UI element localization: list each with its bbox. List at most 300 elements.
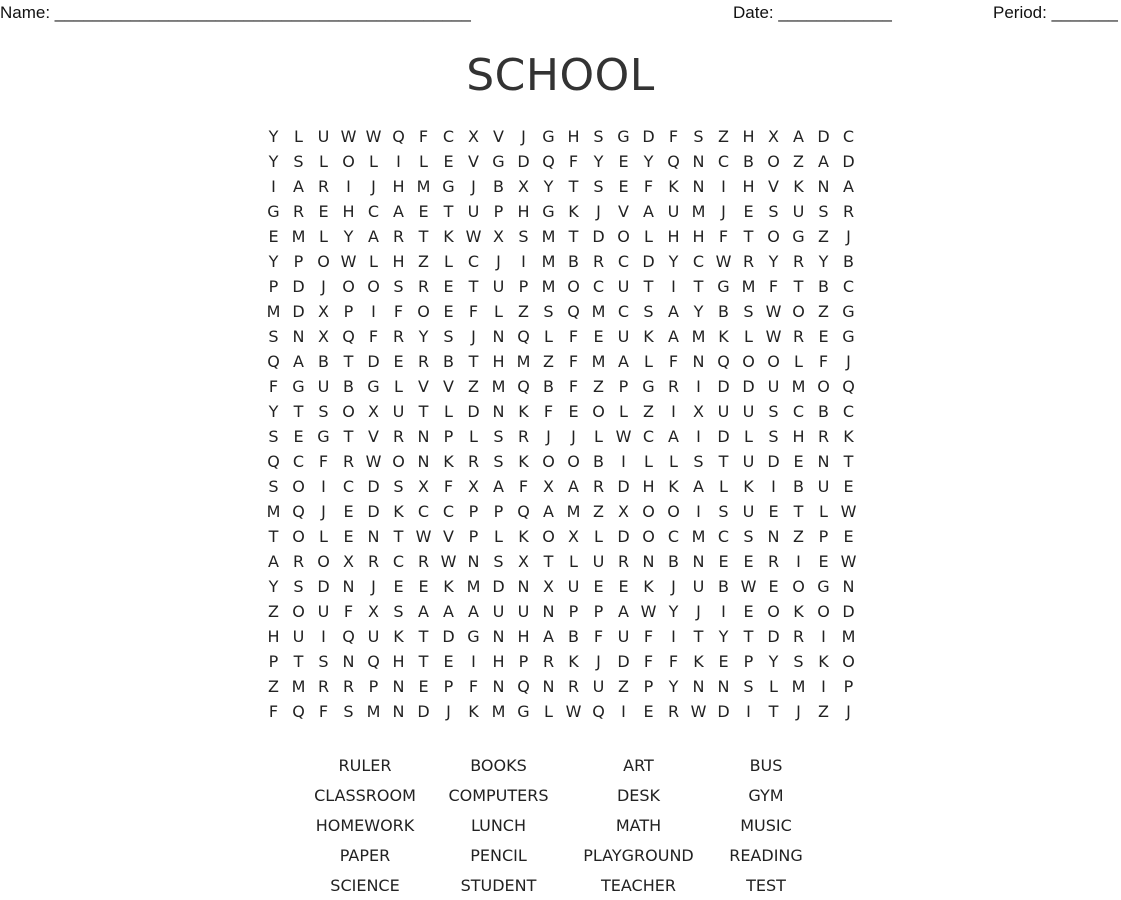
word-list xyxy=(300,750,822,900)
grid-letter: X xyxy=(468,477,479,496)
grid-letter: J xyxy=(371,177,376,196)
grid-letter: I xyxy=(521,252,526,271)
grid-letter: Q xyxy=(567,302,580,321)
grid-letter: Y xyxy=(668,602,679,621)
grid-letter: R xyxy=(317,177,330,196)
grid-letter: I xyxy=(696,427,701,446)
grid-letter: K xyxy=(818,652,829,671)
grid-letter: D xyxy=(717,427,730,446)
grid-letter: C xyxy=(617,252,630,271)
grid-letter: T xyxy=(568,227,579,246)
grid-letter: Z xyxy=(818,702,829,721)
grid-letter: J xyxy=(846,702,851,721)
grid-letter: Q xyxy=(667,152,680,171)
grid-letter: D xyxy=(617,527,630,546)
grid-letter: D xyxy=(642,127,655,146)
grid-letter: E xyxy=(268,227,279,246)
grid-letter: T xyxy=(543,552,554,571)
grid-letter: H xyxy=(492,652,505,671)
grid-letter: C xyxy=(842,402,855,421)
grid-letter: E xyxy=(818,327,829,346)
grid-letter: Q xyxy=(517,327,530,346)
grid-letter: D xyxy=(767,452,780,471)
grid-letter: Y xyxy=(668,677,679,696)
grid-letter: P xyxy=(268,277,279,296)
grid-letter: G xyxy=(842,302,855,321)
grid-letter: N xyxy=(292,327,305,346)
grid-letter: O xyxy=(342,277,355,296)
grid-letter: A xyxy=(668,302,679,321)
grid-letter: D xyxy=(842,152,855,171)
grid-letter: Q xyxy=(717,352,730,371)
grid-letter: M xyxy=(691,527,706,546)
grid-letter: P xyxy=(843,677,854,696)
grid-letter: E xyxy=(393,577,404,596)
grid-letter: H xyxy=(492,352,505,371)
grid-letter: N xyxy=(842,577,855,596)
word-list-item: STUDENT xyxy=(460,875,537,895)
grid-letter: Z xyxy=(268,677,279,696)
grid-letter: D xyxy=(492,577,505,596)
grid-letter: S xyxy=(593,177,604,196)
grid-letter: E xyxy=(618,577,629,596)
word-list-item: RULER xyxy=(338,755,392,775)
grid-letter: K xyxy=(568,652,579,671)
grid-letter: G xyxy=(267,202,280,221)
grid-letter: P xyxy=(643,677,654,696)
grid-letter: S xyxy=(268,477,279,496)
grid-letter: Q xyxy=(517,502,530,521)
grid-letter: X xyxy=(468,127,479,146)
grid-letter: T xyxy=(793,277,804,296)
grid-letter: P xyxy=(818,527,829,546)
grid-letter: F xyxy=(593,627,604,646)
grid-letter: L xyxy=(644,227,653,246)
grid-letter: C xyxy=(842,127,855,146)
grid-letter: Z xyxy=(418,252,429,271)
grid-letter: T xyxy=(293,402,304,421)
grid-letter: R xyxy=(417,277,430,296)
grid-letter: D xyxy=(842,602,855,621)
grid-letter: R xyxy=(417,552,430,571)
grid-letter: W xyxy=(840,552,857,571)
grid-letter: R xyxy=(842,202,855,221)
grid-letter: A xyxy=(668,427,679,446)
grid-letter: O xyxy=(292,527,305,546)
grid-letter: R xyxy=(392,227,405,246)
grid-letter: I xyxy=(321,627,326,646)
grid-letter: L xyxy=(319,527,328,546)
grid-letter: B xyxy=(493,177,504,196)
grid-letter: A xyxy=(818,152,829,171)
grid-letter: F xyxy=(518,477,529,496)
grid-letter: X xyxy=(518,177,529,196)
grid-letter: K xyxy=(693,652,704,671)
grid-letter: H xyxy=(567,127,580,146)
grid-letter: B xyxy=(743,152,754,171)
grid-letter: C xyxy=(342,477,355,496)
grid-letter: U xyxy=(742,452,755,471)
grid-letter: F xyxy=(818,352,829,371)
grid-letter: K xyxy=(668,477,679,496)
grid-letter: H xyxy=(642,477,655,496)
grid-letter: X xyxy=(543,577,554,596)
grid-letter: U xyxy=(617,627,630,646)
grid-letter: Z xyxy=(718,127,729,146)
grid-letter: O xyxy=(642,502,655,521)
grid-letter: R xyxy=(792,627,805,646)
grid-letter: J xyxy=(571,427,576,446)
grid-letter: C xyxy=(842,277,855,296)
grid-letter: L xyxy=(644,452,653,471)
grid-letter: S xyxy=(593,127,604,146)
grid-letter: M xyxy=(691,202,706,221)
grid-letter: O xyxy=(792,577,805,596)
grid-letter: M xyxy=(491,377,506,396)
grid-letter: S xyxy=(743,677,754,696)
grid-letter: C xyxy=(442,127,455,146)
grid-letter: G xyxy=(842,327,855,346)
grid-letter: V xyxy=(368,427,379,446)
grid-letter: D xyxy=(517,152,530,171)
grid-letter: T xyxy=(718,452,729,471)
grid-letter: G xyxy=(517,702,530,721)
grid-letter: S xyxy=(393,602,404,621)
grid-letter: T xyxy=(643,277,654,296)
grid-letter: U xyxy=(292,627,305,646)
grid-letter: G xyxy=(792,227,805,246)
grid-letter: B xyxy=(593,452,604,471)
grid-letter: A xyxy=(468,602,479,621)
grid-letter: L xyxy=(469,427,478,446)
grid-letter: W xyxy=(840,502,857,521)
grid-letter: E xyxy=(443,302,454,321)
grid-letter: S xyxy=(768,427,779,446)
grid-letter: N xyxy=(492,677,505,696)
grid-letter: M xyxy=(791,677,806,696)
grid-letter: U xyxy=(742,402,755,421)
grid-letter: F xyxy=(568,377,579,396)
grid-letter: O xyxy=(542,452,555,471)
grid-letter: O xyxy=(592,402,605,421)
grid-letter: E xyxy=(618,152,629,171)
grid-letter: N xyxy=(692,177,705,196)
grid-letter: N xyxy=(517,577,530,596)
grid-letter: W xyxy=(365,452,382,471)
grid-letter: T xyxy=(393,527,404,546)
grid-letter: J xyxy=(446,702,451,721)
grid-letter: I xyxy=(671,277,676,296)
grid-letter: A xyxy=(618,352,629,371)
grid-letter: O xyxy=(567,277,580,296)
grid-letter: A xyxy=(393,202,404,221)
grid-letter: P xyxy=(443,677,454,696)
grid-letter: V xyxy=(618,202,629,221)
grid-letter: K xyxy=(518,452,529,471)
grid-letter: Z xyxy=(818,227,829,246)
grid-letter: I xyxy=(471,652,476,671)
grid-letter: R xyxy=(367,552,380,571)
grid-letter: M xyxy=(491,702,506,721)
grid-letter: H xyxy=(742,127,755,146)
grid-letter: G xyxy=(292,377,305,396)
grid-letter: S xyxy=(493,552,504,571)
grid-letter: X xyxy=(568,527,579,546)
grid-letter: L xyxy=(394,377,403,396)
date-field: Date: ____________ xyxy=(733,3,892,22)
grid-letter: N xyxy=(692,152,705,171)
grid-letter: E xyxy=(743,202,754,221)
grid-letter: O xyxy=(767,227,780,246)
grid-letter: N xyxy=(692,677,705,696)
grid-letter: E xyxy=(593,327,604,346)
grid-letter: T xyxy=(468,352,479,371)
grid-letter: R xyxy=(742,252,755,271)
grid-letter: Q xyxy=(267,352,280,371)
grid-letter: L xyxy=(444,252,453,271)
grid-letter: S xyxy=(543,302,554,321)
grid-letter: M xyxy=(416,177,431,196)
grid-letter: R xyxy=(817,427,830,446)
grid-letter: T xyxy=(443,202,454,221)
grid-letter: G xyxy=(442,177,455,196)
grid-letter: J xyxy=(321,502,326,521)
grid-letter: N xyxy=(492,327,505,346)
grid-letter: K xyxy=(393,627,404,646)
grid-letter: S xyxy=(443,327,454,346)
grid-letter: P xyxy=(493,502,504,521)
grid-letter: Y xyxy=(768,252,779,271)
grid-letter: D xyxy=(592,227,605,246)
grid-letter: E xyxy=(418,577,429,596)
grid-letter: P xyxy=(593,602,604,621)
grid-letter: U xyxy=(617,277,630,296)
grid-letter: K xyxy=(468,702,479,721)
grid-letter: J xyxy=(796,702,801,721)
grid-letter: L xyxy=(819,502,828,521)
grid-letter: Y xyxy=(268,127,279,146)
grid-letter: W xyxy=(765,327,782,346)
grid-letter: D xyxy=(717,702,730,721)
grid-letter: N xyxy=(492,627,505,646)
grid-letter: U xyxy=(492,602,505,621)
grid-letter: D xyxy=(817,127,830,146)
grid-letter: A xyxy=(843,177,854,196)
grid-letter: E xyxy=(393,352,404,371)
grid-letter: J xyxy=(696,602,701,621)
grid-letter: W xyxy=(740,577,757,596)
grid-letter: C xyxy=(442,502,455,521)
word-list-item: HOMEWORK xyxy=(315,815,415,835)
word-list-item: LUNCH xyxy=(471,815,526,835)
grid-letter: J xyxy=(671,577,676,596)
grid-letter: O xyxy=(767,602,780,621)
grid-letter: X xyxy=(518,552,529,571)
grid-letter: M xyxy=(466,577,481,596)
grid-letter: H xyxy=(742,177,755,196)
grid-letter: E xyxy=(768,502,779,521)
grid-letter: P xyxy=(343,302,354,321)
grid-letter: N xyxy=(417,452,430,471)
grid-letter: M xyxy=(266,302,281,321)
grid-letter: E xyxy=(318,202,329,221)
grid-letter: S xyxy=(743,527,754,546)
grid-letter: A xyxy=(643,202,654,221)
grid-letter: L xyxy=(294,127,303,146)
grid-letter: T xyxy=(693,627,704,646)
grid-letter: V xyxy=(768,177,779,196)
grid-letter: F xyxy=(568,152,579,171)
grid-letter: K xyxy=(518,402,529,421)
grid-letter: R xyxy=(592,252,605,271)
grid-letter: W xyxy=(415,527,432,546)
grid-letter: C xyxy=(367,202,380,221)
grid-letter: R xyxy=(792,252,805,271)
grid-letter: Y xyxy=(718,627,729,646)
grid-letter: K xyxy=(443,452,454,471)
grid-letter: J xyxy=(321,277,326,296)
grid-letter: T xyxy=(343,427,354,446)
grid-letter: K xyxy=(518,527,529,546)
grid-letter: W xyxy=(340,127,357,146)
word-list-item: SCIENCE xyxy=(330,875,400,895)
grid-letter: J xyxy=(596,652,601,671)
grid-letter: F xyxy=(718,227,729,246)
grid-letter: G xyxy=(317,427,330,446)
grid-letter: Q xyxy=(342,627,355,646)
grid-letter: I xyxy=(721,177,726,196)
grid-letter: B xyxy=(443,352,454,371)
grid-letter: I xyxy=(821,627,826,646)
grid-letter: M xyxy=(366,702,381,721)
grid-letter: M xyxy=(541,252,556,271)
grid-letter: T xyxy=(843,452,854,471)
grid-letter: T xyxy=(418,402,429,421)
grid-letter: W xyxy=(565,702,582,721)
grid-letter: S xyxy=(393,477,404,496)
grid-letter: Y xyxy=(268,152,279,171)
grid-letter: I xyxy=(696,502,701,521)
grid-letter: J xyxy=(546,427,551,446)
grid-letter: F xyxy=(543,402,554,421)
grid-letter: E xyxy=(843,477,854,496)
grid-letter: T xyxy=(418,652,429,671)
grid-letter: W xyxy=(715,252,732,271)
grid-letter: N xyxy=(767,527,780,546)
grid-letter: P xyxy=(468,527,479,546)
word-list-item: CLASSROOM xyxy=(314,785,416,805)
grid-letter: L xyxy=(619,402,628,421)
grid-letter: X xyxy=(368,602,379,621)
grid-letter: U xyxy=(392,402,405,421)
grid-letter: U xyxy=(467,202,480,221)
grid-letter: F xyxy=(418,127,429,146)
grid-letter: X xyxy=(343,552,354,571)
grid-letter: B xyxy=(318,352,329,371)
grid-letter: Z xyxy=(543,352,554,371)
grid-letter: J xyxy=(471,327,476,346)
grid-letter: S xyxy=(393,277,404,296)
grid-letter: L xyxy=(369,152,378,171)
grid-letter: D xyxy=(317,577,330,596)
grid-letter: U xyxy=(692,577,705,596)
grid-letter: B xyxy=(568,627,579,646)
word-list-item: COMPUTERS xyxy=(448,785,549,805)
word-list-item: ART xyxy=(623,755,654,775)
grid-letter: A xyxy=(443,602,454,621)
grid-letter: Z xyxy=(618,677,629,696)
grid-letter: X xyxy=(318,327,329,346)
grid-letter: F xyxy=(568,327,579,346)
grid-letter: L xyxy=(494,302,503,321)
grid-letter: H xyxy=(517,627,530,646)
grid-letter: H xyxy=(392,652,405,671)
grid-letter: E xyxy=(343,527,354,546)
grid-letter: G xyxy=(642,377,655,396)
grid-letter: B xyxy=(718,577,729,596)
grid-letter: N xyxy=(492,402,505,421)
grid-letter: X xyxy=(768,127,779,146)
grid-letter: K xyxy=(793,177,804,196)
grid-letter: R xyxy=(617,552,630,571)
grid-letter: J xyxy=(496,252,501,271)
grid-letter: E xyxy=(293,427,304,446)
name-field: Name: ____________________________________________ xyxy=(0,3,471,22)
word-list-item: TEACHER xyxy=(601,875,676,895)
word-list-item: TEST xyxy=(746,875,786,895)
grid-letter: H xyxy=(692,227,705,246)
grid-letter: N xyxy=(692,352,705,371)
grid-letter: L xyxy=(644,352,653,371)
grid-letter: H xyxy=(392,252,405,271)
grid-letter: S xyxy=(268,327,279,346)
grid-letter: A xyxy=(793,127,804,146)
grid-letter: P xyxy=(293,252,304,271)
grid-letter: S xyxy=(493,452,504,471)
grid-letter: M xyxy=(291,677,306,696)
grid-letter: V xyxy=(443,527,454,546)
grid-letter: K xyxy=(443,577,454,596)
grid-letter: W xyxy=(640,602,657,621)
grid-letter: J xyxy=(846,352,851,371)
grid-letter: Q xyxy=(592,702,605,721)
grid-letter: A xyxy=(493,477,504,496)
grid-letter: F xyxy=(343,602,354,621)
grid-letter: Z xyxy=(818,302,829,321)
grid-letter: S xyxy=(693,452,704,471)
grid-letter: K xyxy=(843,427,854,446)
grid-letter: Y xyxy=(768,652,779,671)
grid-letter: Z xyxy=(793,152,804,171)
grid-letter: L xyxy=(494,527,503,546)
grid-letter: C xyxy=(292,452,305,471)
grid-letter: O xyxy=(842,652,855,671)
grid-letter: G xyxy=(542,202,555,221)
grid-letter: S xyxy=(518,227,529,246)
grid-letter: S xyxy=(268,427,279,446)
grid-letter: F xyxy=(468,302,479,321)
word-list-item: PLAYGROUND xyxy=(583,845,694,865)
grid-letter: M xyxy=(591,352,606,371)
grid-letter: Y xyxy=(268,402,279,421)
grid-letter: R xyxy=(342,677,355,696)
grid-letter: M xyxy=(541,227,556,246)
grid-letter: L xyxy=(569,552,578,571)
grid-letter: F xyxy=(393,302,404,321)
grid-letter: Y xyxy=(343,227,354,246)
grid-letter: K xyxy=(643,577,654,596)
grid-letter: G xyxy=(617,127,630,146)
